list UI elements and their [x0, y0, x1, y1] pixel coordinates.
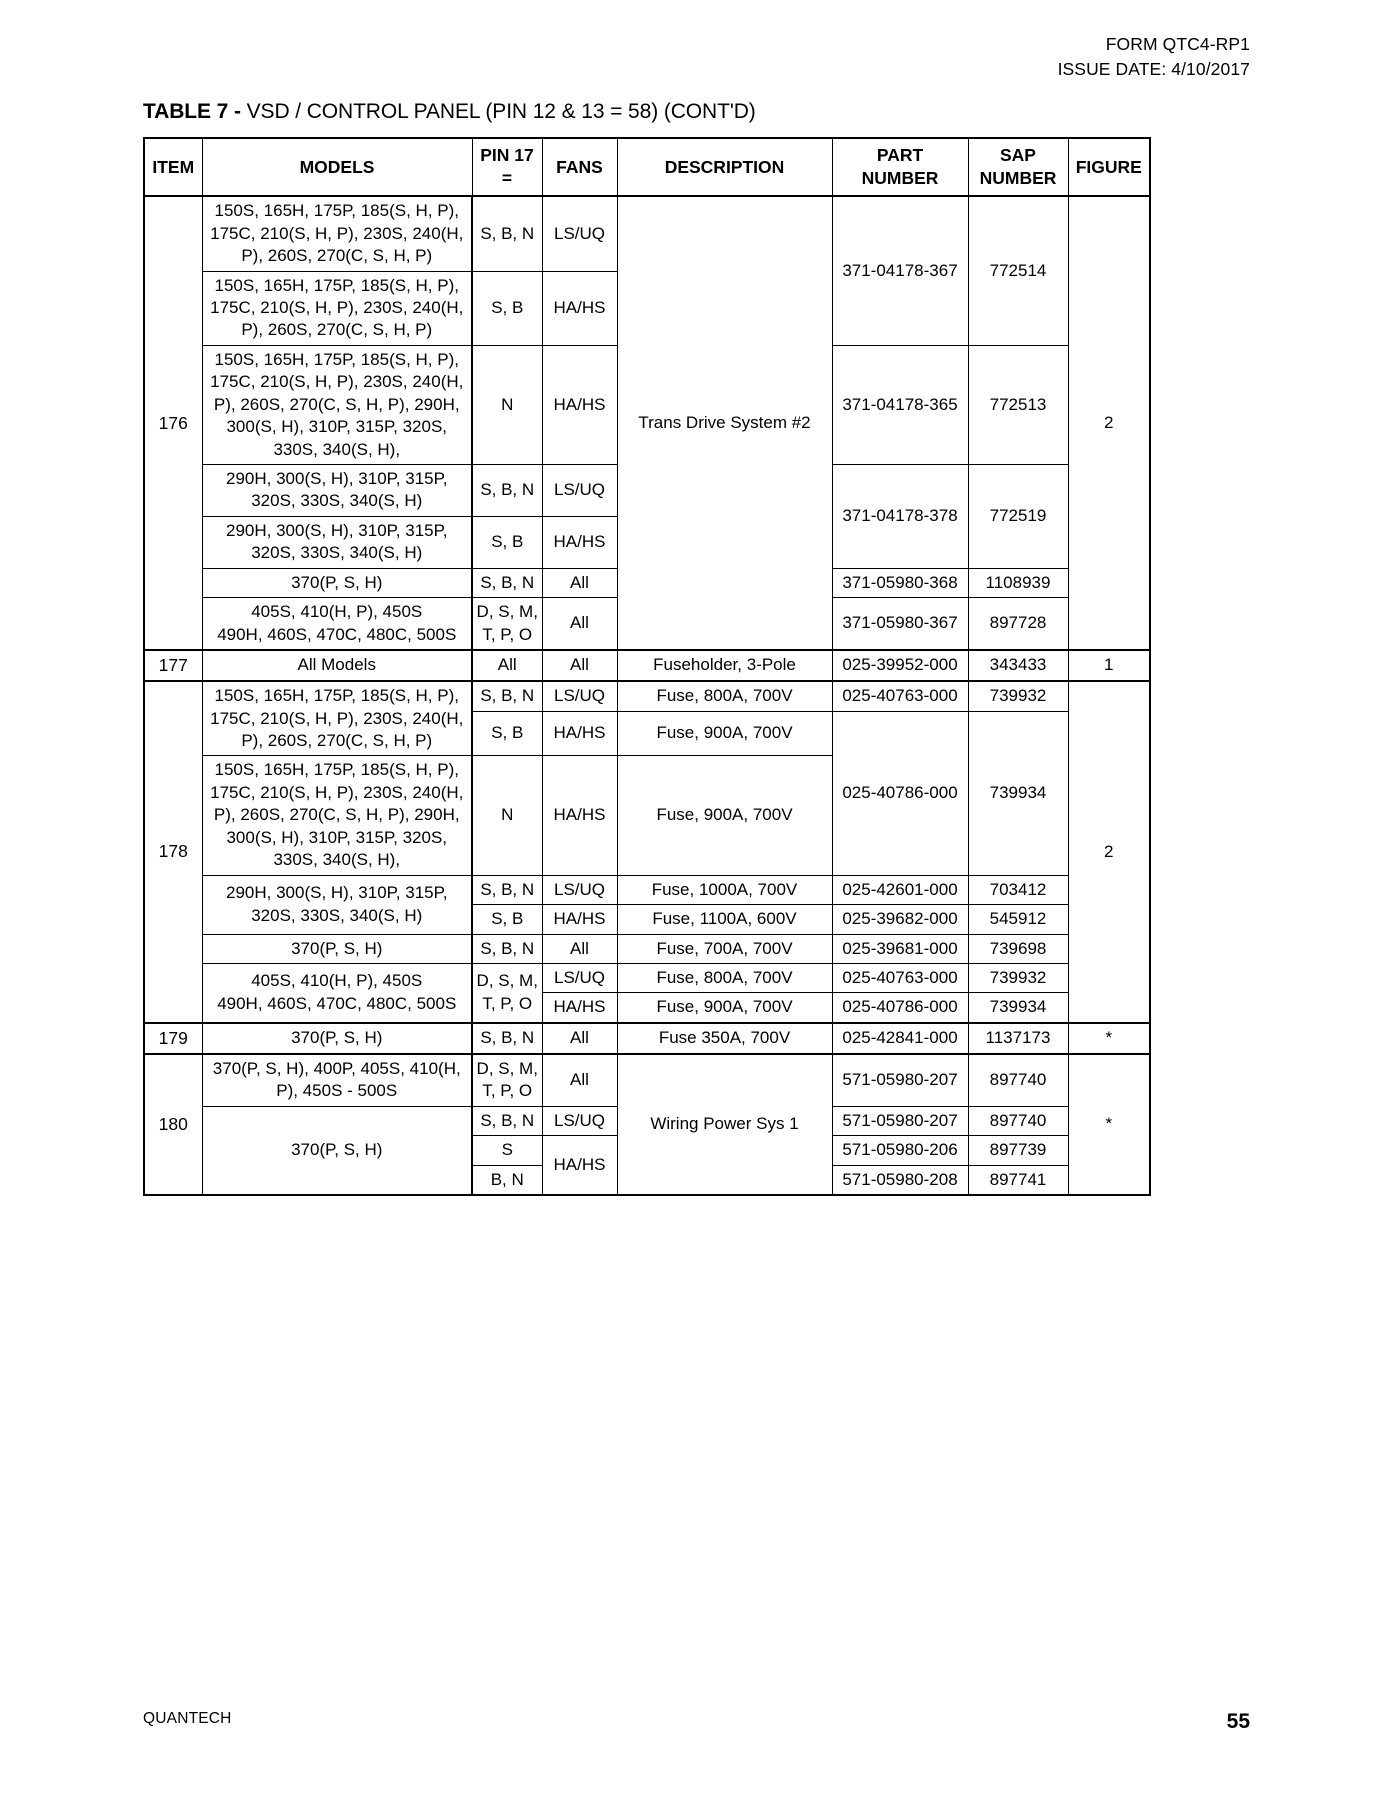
- cell-sap-number: 739932: [968, 963, 1068, 992]
- cell-pin17: S, B: [472, 711, 542, 756]
- cell-pin17: D, S, M, T, P, O: [472, 598, 542, 650]
- parts-table: [143, 137, 1151, 1196]
- cell-models: 150S, 165H, 175P, 185(S, H, P), 175C, 210(S, H, P), 230S, 240(H, P), 260S, 270(C, S, H, P), 290H, 300(S, H), 310P, 315P, 320S, 330S, 340(S, H),: [202, 345, 472, 464]
- table-title-text: VSD / CONTROL PANEL (PIN 12 & 13 = 58) (CONT'D): [240, 100, 756, 123]
- cell-part-number: 571-05980-208: [832, 1165, 968, 1195]
- cell-item: 177: [144, 650, 202, 681]
- cell-description: Fuse, 900A, 700V: [617, 993, 832, 1023]
- cell-models: 370(P, S, H): [202, 1023, 472, 1054]
- cell-part-number: 571-05980-206: [832, 1136, 968, 1165]
- cell-sap-number: 343433: [968, 650, 1068, 681]
- cell-pin17: D, S, M, T, P, O: [472, 963, 542, 1022]
- column-header-models: MODELS: [202, 138, 472, 196]
- cell-pin17: N: [472, 756, 542, 875]
- cell-pin17: D, S, M, T, P, O: [472, 1054, 542, 1106]
- cell-models: 150S, 165H, 175P, 185(S, H, P), 175C, 210(S, H, P), 230S, 240(H, P), 260S, 270(C, S, H, P), 290H, 300(S, H), 310P, 315P, 320S, 330S, 340(S, H),: [202, 756, 472, 875]
- cell-description: Fuse, 1100A, 600V: [617, 905, 832, 934]
- cell-description: Trans Drive System #2: [617, 196, 832, 650]
- column-header-description: DESCRIPTION: [617, 138, 832, 196]
- cell-models: 150S, 165H, 175P, 185(S, H, P), 175C, 210(S, H, P), 230S, 240(H, P), 260S, 270(C, S, H, P): [202, 681, 472, 756]
- cell-pin17: S, B, N: [472, 681, 542, 711]
- column-header-part-number: [832, 138, 968, 196]
- cell-part-number: 571-05980-207: [832, 1106, 968, 1135]
- cell-part-number: 371-05980-368: [832, 568, 968, 597]
- document-header: [1058, 32, 1250, 82]
- cell-pin17: S, B, N: [472, 465, 542, 517]
- cell-part-number: 025-40786-000: [832, 711, 968, 875]
- cell-figure: *: [1068, 1054, 1150, 1195]
- cell-sap-number: 739934: [968, 993, 1068, 1023]
- cell-fans: HA/HS: [542, 271, 617, 345]
- cell-sap-number: 703412: [968, 875, 1068, 904]
- cell-part-number: 025-40763-000: [832, 963, 968, 992]
- cell-fans: HA/HS: [542, 345, 617, 464]
- cell-sap-number: 739932: [968, 681, 1068, 711]
- cell-fans: All: [542, 598, 617, 650]
- cell-description: Wiring Power Sys 1: [617, 1054, 832, 1195]
- parts-table-container: [143, 137, 1149, 1196]
- cell-part-number: 025-40763-000: [832, 681, 968, 711]
- cell-models: 150S, 165H, 175P, 185(S, H, P), 175C, 210(S, H, P), 230S, 240(H, P), 260S, 270(C, S, H, P): [202, 271, 472, 345]
- sap-number-line1: SAP: [1000, 145, 1036, 165]
- table-row: [144, 1054, 1150, 1106]
- cell-models: 150S, 165H, 175P, 185(S, H, P), 175C, 210(S, H, P), 230S, 240(H, P), 260S, 270(C, S, H, P): [202, 196, 472, 271]
- form-number: FORM QTC4-RP1: [1105, 34, 1250, 54]
- part-number-line2: NUMBER: [861, 168, 939, 189]
- cell-description: Fuse 350A, 700V: [617, 1023, 832, 1054]
- cell-fans: HA/HS: [542, 516, 617, 568]
- cell-models: 405S, 410(H, P), 450S 490H, 460S, 470C, 480C, 500S: [202, 963, 472, 1022]
- cell-sap-number: 1108939: [968, 568, 1068, 597]
- cell-figure: *: [1068, 1023, 1150, 1054]
- page-title: [143, 100, 756, 124]
- cell-models: 290H, 300(S, H), 310P, 315P, 320S, 330S, 340(S, H): [202, 875, 472, 934]
- cell-sap-number: 545912: [968, 905, 1068, 934]
- cell-fans: All: [542, 934, 617, 963]
- cell-description: Fuse, 800A, 700V: [617, 963, 832, 992]
- cell-part-number: 025-39682-000: [832, 905, 968, 934]
- cell-fans: HA/HS: [542, 711, 617, 756]
- cell-fans: LS/UQ: [542, 465, 617, 517]
- table-row: [144, 681, 1150, 711]
- cell-sap-number: 897739: [968, 1136, 1068, 1165]
- column-header-fans: FANS: [542, 138, 617, 196]
- column-header-figure: FIGURE: [1068, 138, 1150, 196]
- issue-date: ISSUE DATE: 4/10/2017: [1057, 58, 1250, 79]
- sap-number-line2: NUMBER: [979, 168, 1057, 189]
- cell-part-number: 371-04178-365: [832, 345, 968, 464]
- table-row: [144, 875, 1150, 904]
- cell-figure: 1: [1068, 650, 1150, 681]
- cell-description: Fuse, 700A, 700V: [617, 934, 832, 963]
- cell-pin17: S, B: [472, 516, 542, 568]
- cell-fans: All: [542, 1023, 617, 1054]
- cell-models: 290H, 300(S, H), 310P, 315P, 320S, 330S, 340(S, H): [202, 465, 472, 517]
- cell-sap-number: 739934: [968, 711, 1068, 875]
- table-header-row: [144, 138, 1150, 196]
- cell-fans: All: [542, 650, 617, 681]
- cell-sap-number: 772514: [968, 196, 1068, 345]
- cell-item: 179: [144, 1023, 202, 1054]
- table-row: [144, 934, 1150, 963]
- cell-part-number: 025-40786-000: [832, 993, 968, 1023]
- cell-pin17: S, B, N: [472, 196, 542, 271]
- cell-fans: LS/UQ: [542, 681, 617, 711]
- table-body: [144, 196, 1150, 1195]
- cell-sap-number: 897740: [968, 1054, 1068, 1106]
- cell-sap-number: 772519: [968, 465, 1068, 569]
- cell-pin17: S, B, N: [472, 1023, 542, 1054]
- cell-models: 370(P, S, H): [202, 568, 472, 597]
- column-header-sap-number: [968, 138, 1068, 196]
- cell-fans: HA/HS: [542, 756, 617, 875]
- cell-pin17: S, B, N: [472, 568, 542, 597]
- cell-part-number: 571-05980-207: [832, 1054, 968, 1106]
- cell-fans: All: [542, 1054, 617, 1106]
- cell-pin17: S: [472, 1136, 542, 1165]
- cell-item: 176: [144, 196, 202, 650]
- table-row: [144, 1023, 1150, 1054]
- cell-sap-number: 772513: [968, 345, 1068, 464]
- cell-part-number: 371-04178-367: [832, 196, 968, 345]
- cell-sap-number: 1137173: [968, 1023, 1068, 1054]
- cell-fans: All: [542, 568, 617, 597]
- cell-pin17: N: [472, 345, 542, 464]
- cell-sap-number: 897728: [968, 598, 1068, 650]
- cell-models: 405S, 410(H, P), 450S 490H, 460S, 470C, 480C, 500S: [202, 598, 472, 650]
- cell-description: Fuse, 800A, 700V: [617, 681, 832, 711]
- cell-pin17: S, B, N: [472, 934, 542, 963]
- column-header-pin17: PIN 17 =: [472, 138, 542, 196]
- cell-pin17: S, B, N: [472, 1106, 542, 1135]
- cell-pin17: S, B: [472, 905, 542, 934]
- cell-pin17: S, B: [472, 271, 542, 345]
- cell-fans: HA/HS: [542, 1136, 617, 1195]
- cell-sap-number: 897740: [968, 1106, 1068, 1135]
- cell-description: Fuseholder, 3-Pole: [617, 650, 832, 681]
- cell-models: All Models: [202, 650, 472, 681]
- cell-part-number: 025-42601-000: [832, 875, 968, 904]
- cell-fans: HA/HS: [542, 993, 617, 1023]
- cell-fans: LS/UQ: [542, 196, 617, 271]
- cell-models: 370(P, S, H): [202, 934, 472, 963]
- cell-part-number: 371-05980-367: [832, 598, 968, 650]
- cell-pin17: S, B, N: [472, 875, 542, 904]
- cell-pin17: B, N: [472, 1165, 542, 1195]
- cell-fans: LS/UQ: [542, 875, 617, 904]
- cell-sap-number: 897741: [968, 1165, 1068, 1195]
- cell-models: 290H, 300(S, H), 310P, 315P, 320S, 330S, 340(S, H): [202, 516, 472, 568]
- cell-figure: 2: [1068, 196, 1150, 650]
- table-label: TABLE 7 -: [143, 100, 241, 123]
- cell-description: Fuse, 900A, 700V: [617, 756, 832, 875]
- footer-page-number: 55: [1226, 1710, 1250, 1733]
- cell-fans: LS/UQ: [542, 963, 617, 992]
- cell-models: 370(P, S, H): [202, 1106, 472, 1195]
- cell-part-number: 371-04178-378: [832, 465, 968, 569]
- part-number-line1: PART: [876, 145, 924, 165]
- cell-models: 370(P, S, H), 400P, 405S, 410(H, P), 450S - 500S: [202, 1054, 472, 1106]
- cell-part-number: 025-42841-000: [832, 1023, 968, 1054]
- cell-description: Fuse, 900A, 700V: [617, 711, 832, 756]
- column-header-item: ITEM: [144, 138, 202, 196]
- cell-fans: LS/UQ: [542, 1106, 617, 1135]
- cell-description: Fuse, 1000A, 700V: [617, 875, 832, 904]
- cell-item: 180: [144, 1054, 202, 1195]
- cell-item: 178: [144, 681, 202, 1023]
- cell-pin17: All: [472, 650, 542, 681]
- cell-fans: HA/HS: [542, 905, 617, 934]
- table-row: [144, 650, 1150, 681]
- cell-figure: 2: [1068, 681, 1150, 1023]
- footer-company: QUANTECH: [143, 1710, 232, 1727]
- cell-part-number: 025-39952-000: [832, 650, 968, 681]
- table-row: [144, 963, 1150, 992]
- cell-sap-number: 739698: [968, 934, 1068, 963]
- cell-part-number: 025-39681-000: [832, 934, 968, 963]
- table-row: [144, 196, 1150, 271]
